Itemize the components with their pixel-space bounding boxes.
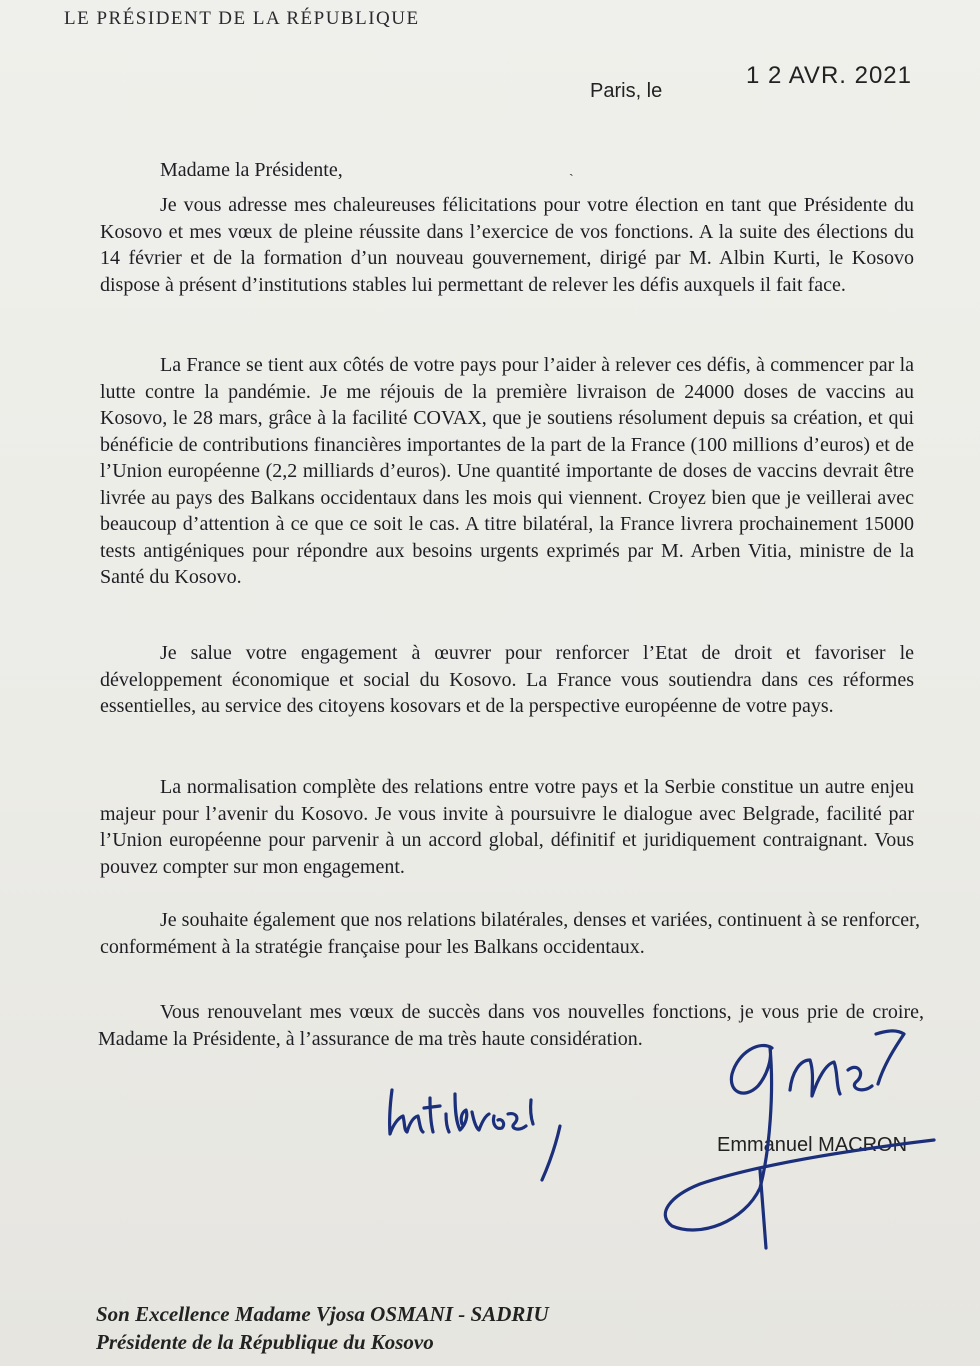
salutation: Madame la Présidente, [160, 159, 343, 181]
addressee-title: Présidente de la République du Kosovo [96, 1330, 434, 1354]
paragraph-2: La France se tient aux côtés de votre pays pour l’aider à relever ces défis, à commencer par la lutte contre la pandémie. Je me réjouis de la première livraison de 24000 doses de vaccins au Kosovo, le 28 mars, grâce à la facilité COVAX, que je soutiens résolument depuis sa création, et qui bénéficie de contributions financières importantes de la part de la France (100 millions d’euros) et de l’Union européenne (2,2 milliards d’euros). Une quantité importante de doses de vaccins devrait être livrée au pays des Balkans occidentaux dans les mois qui viennent. Croyez bien que je veillerai avec beaucoup d’attention à ce que ce soit le cas. A titre bilatéral, la France livrera prochainement 15000 tests antigéniques pour répondre aux besoins urgents exprimés par M. Arben Vitia, ministre de la Santé du Kosovo. [100, 354, 914, 588]
letterhead: LE PRÉSIDENT DE LA RÉPUBLIQUE [64, 8, 420, 29]
date-stamp: 1 2 AVR. 2021 [746, 62, 912, 89]
signature [665, 1031, 934, 1248]
handwritten-closing [390, 1090, 560, 1180]
signer-name: Emmanuel MACRON [717, 1134, 908, 1156]
addressee-block [96, 1300, 549, 1356]
paragraph-5: Je souhaite également que nos relations bilatérales, denses et variées, continuent à se renforcer, conformément à la stratégie française pour les Balkans occidentaux. [100, 909, 921, 958]
paragraph-1: Je vous adresse mes chaleureuses félicitations pour votre élection en tant que Présidente du Kosovo et mes vœux de pleine réussite dans l’exercice de vos fonctions. A la suite des élections du 14 février et de la formation d’un nouveau gouvernement, dirigé par M. Albin Kurti, le Kosovo dispose à présent d’institutions stables lui permettant de relever les défis auxquels il fait face. [100, 194, 914, 296]
stray-mark: ˎ [569, 162, 574, 177]
place-label: Paris, le [590, 80, 663, 102]
closing-formula: Vous renouvelant mes vœux de succès dans vos nouvelles fonctions, je vous prie de croire, Madame la Présidente, à l’assurance de ma très haute considération. [98, 1001, 924, 1050]
paragraph-4: La normalisation complète des relations entre votre pays et la Serbie constitue un autre enjeu majeur pour l’avenir du Kosovo. Je vous invite à poursuivre le dialogue avec Belgrade, facilité par l’Union européenne pour parvenir à un accord global, définitif et juridiquement contraignant. Vous pouvez compter sur mon engagement. [100, 776, 914, 878]
addressee-name: Son Excellence Madame Vjosa OSMANI - SADRIU [96, 1302, 549, 1326]
paragraph-3: Je salue votre engagement à œuvrer pour renforcer l’Etat de droit et favoriser le développement économique et social du Kosovo. La France vous soutiendra dans ces réformes essentielles, au service des citoyens kosovars et de la perspective européenne de votre pays. [100, 642, 914, 717]
